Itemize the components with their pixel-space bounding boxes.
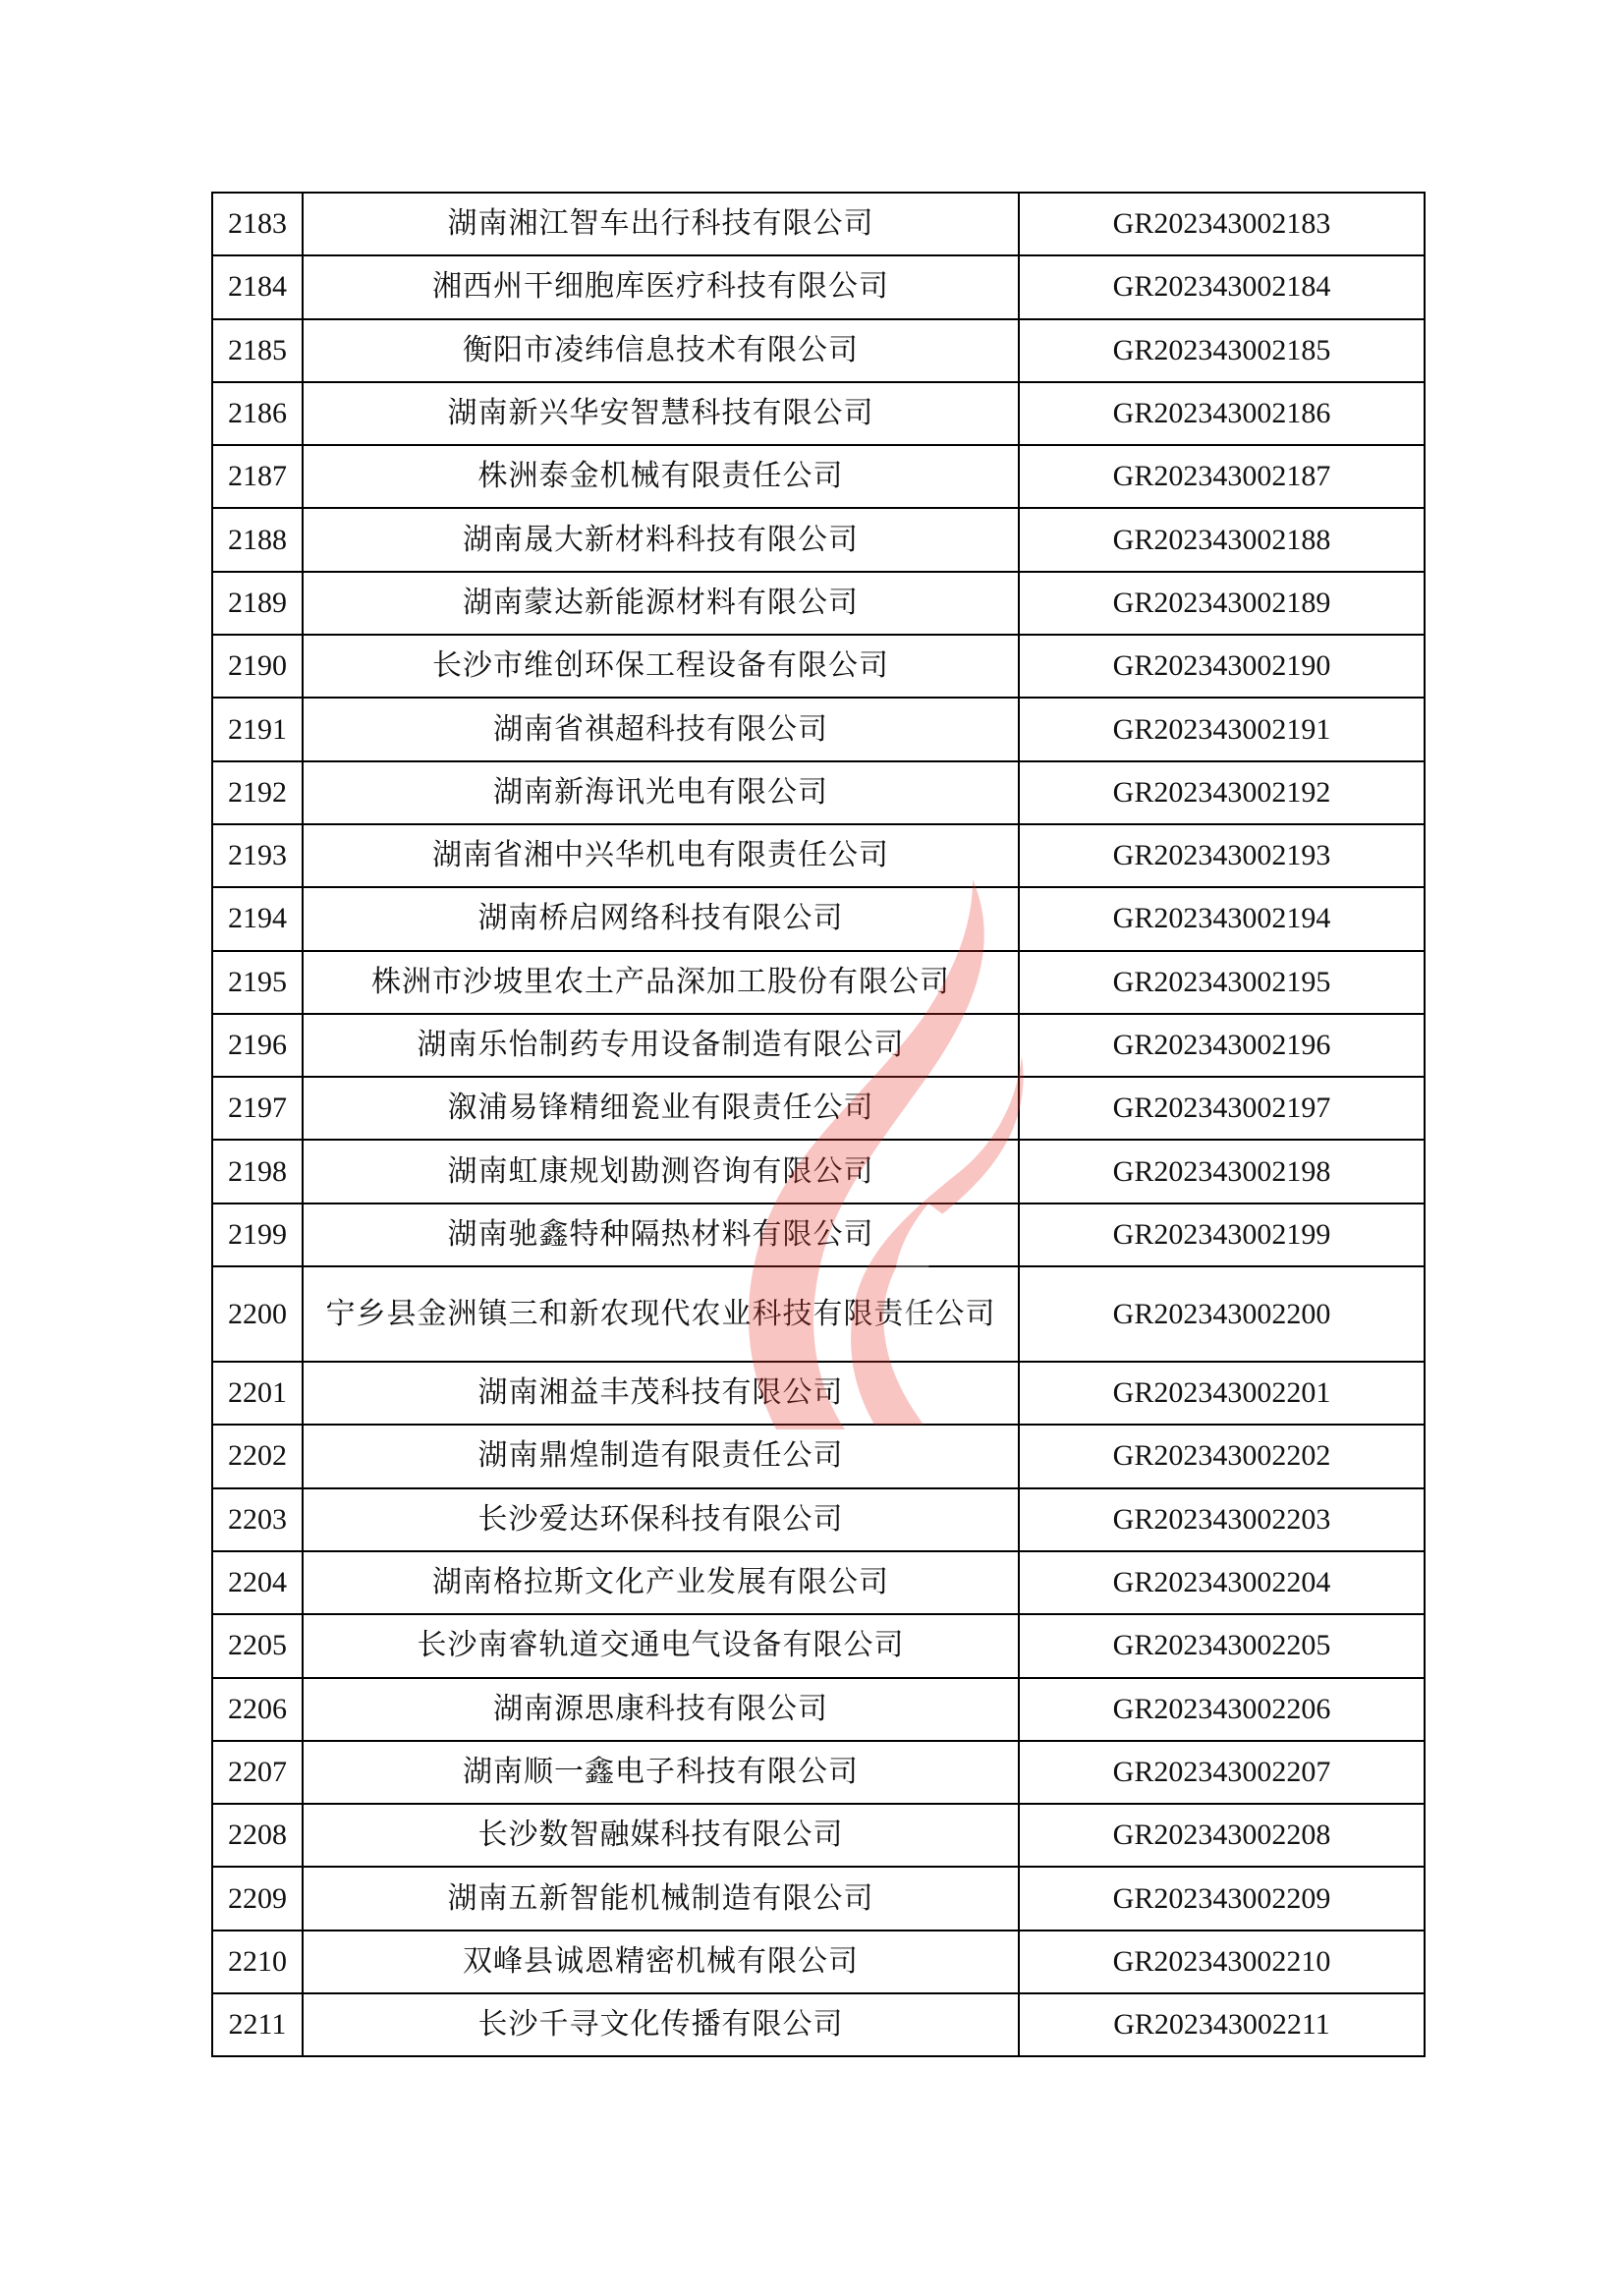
row-number: 2188: [212, 508, 303, 571]
certificate-code: GR202343002196: [1019, 1014, 1425, 1077]
certificate-code: GR202343002190: [1019, 635, 1425, 698]
company-name: 长沙数智融媒科技有限公司: [303, 1804, 1019, 1867]
table-row: [212, 1867, 1425, 1930]
table-row: [212, 1993, 1425, 2056]
row-number: 2207: [212, 1741, 303, 1804]
certificate-code: GR202343002195: [1019, 951, 1425, 1014]
company-name: 湖南晟大新材料科技有限公司: [303, 508, 1019, 571]
certificate-code: GR202343002202: [1019, 1425, 1425, 1487]
certificate-code: GR202343002207: [1019, 1741, 1425, 1804]
row-number: 2189: [212, 572, 303, 635]
table-row: [212, 1931, 1425, 1993]
row-number: 2200: [212, 1266, 303, 1362]
enterprise-table: [211, 192, 1426, 2057]
company-name: 湖南湘江智车出行科技有限公司: [303, 193, 1019, 255]
row-number: 2205: [212, 1614, 303, 1677]
company-name: 湖南虹康规划勘测咨询有限公司: [303, 1140, 1019, 1203]
row-number: 2191: [212, 698, 303, 760]
certificate-code: GR202343002193: [1019, 824, 1425, 887]
company-name: 宁乡县金洲镇三和新农现代农业科技有限责任公司: [303, 1266, 1019, 1362]
certificate-code: GR202343002197: [1019, 1077, 1425, 1140]
company-name: 湖南湘益丰茂科技有限公司: [303, 1362, 1019, 1425]
company-name: 湖南省湘中兴华机电有限责任公司: [303, 824, 1019, 887]
table-row: [212, 382, 1425, 445]
enterprise-table-body: [212, 193, 1425, 2056]
row-number: 2199: [212, 1203, 303, 1266]
table-row: [212, 1614, 1425, 1677]
table-row: [212, 1425, 1425, 1487]
table-row: [212, 951, 1425, 1014]
certificate-code: GR202343002205: [1019, 1614, 1425, 1677]
row-number: 2197: [212, 1077, 303, 1140]
certificate-code: GR202343002201: [1019, 1362, 1425, 1425]
table-row: [212, 887, 1425, 950]
row-number: 2196: [212, 1014, 303, 1077]
certificate-code: GR202343002203: [1019, 1488, 1425, 1551]
table-row: [212, 1014, 1425, 1077]
row-number: 2192: [212, 761, 303, 824]
company-name: 湖南新海讯光电有限公司: [303, 761, 1019, 824]
certificate-code: GR202343002208: [1019, 1804, 1425, 1867]
company-name: 湖南新兴华安智慧科技有限公司: [303, 382, 1019, 445]
row-number: 2202: [212, 1425, 303, 1487]
company-name: 长沙千寻文化传播有限公司: [303, 1993, 1019, 2056]
row-number: 2194: [212, 887, 303, 950]
company-name: 溆浦易锋精细瓷业有限责任公司: [303, 1077, 1019, 1140]
table-row: [212, 255, 1425, 318]
company-name: 湖南桥启网络科技有限公司: [303, 887, 1019, 950]
certificate-code: GR202343002209: [1019, 1867, 1425, 1930]
table-row: [212, 635, 1425, 698]
table-row: [212, 761, 1425, 824]
company-name: 湖南顺一鑫电子科技有限公司: [303, 1741, 1019, 1804]
table-row: [212, 508, 1425, 571]
row-number: 2198: [212, 1140, 303, 1203]
certificate-code: GR202343002186: [1019, 382, 1425, 445]
company-name: 湖南乐怡制药专用设备制造有限公司: [303, 1014, 1019, 1077]
table-row: [212, 1488, 1425, 1551]
certificate-code: GR202343002206: [1019, 1678, 1425, 1741]
certificate-code: GR202343002211: [1019, 1993, 1425, 2056]
table-row: [212, 1741, 1425, 1804]
company-name: 湖南鼎煌制造有限责任公司: [303, 1425, 1019, 1487]
table-row: [212, 1804, 1425, 1867]
company-name: 湖南源思康科技有限公司: [303, 1678, 1019, 1741]
certificate-code: GR202343002199: [1019, 1203, 1425, 1266]
certificate-code: GR202343002187: [1019, 445, 1425, 508]
row-number: 2201: [212, 1362, 303, 1425]
company-name: 衡阳市凌纬信息技术有限公司: [303, 319, 1019, 382]
company-name: 长沙南睿轨道交通电气设备有限公司: [303, 1614, 1019, 1677]
row-number: 2184: [212, 255, 303, 318]
table-row: [212, 1266, 1425, 1362]
row-number: 2190: [212, 635, 303, 698]
table-row: [212, 1203, 1425, 1266]
company-name: 株洲泰金机械有限责任公司: [303, 445, 1019, 508]
table-row: [212, 1551, 1425, 1614]
table-row: [212, 445, 1425, 508]
certificate-code: GR202343002191: [1019, 698, 1425, 760]
table-row: [212, 1362, 1425, 1425]
table-row: [212, 193, 1425, 255]
table-row: [212, 1140, 1425, 1203]
row-number: 2210: [212, 1931, 303, 1993]
row-number: 2183: [212, 193, 303, 255]
company-name: 湖南省祺超科技有限公司: [303, 698, 1019, 760]
certificate-code: GR202343002194: [1019, 887, 1425, 950]
row-number: 2204: [212, 1551, 303, 1614]
company-name: 湘西州干细胞库医疗科技有限公司: [303, 255, 1019, 318]
row-number: 2193: [212, 824, 303, 887]
table-row: [212, 319, 1425, 382]
table-row: [212, 698, 1425, 760]
table-row: [212, 1077, 1425, 1140]
company-name: 双峰县诚恩精密机械有限公司: [303, 1931, 1019, 1993]
row-number: 2211: [212, 1993, 303, 2056]
row-number: 2208: [212, 1804, 303, 1867]
row-number: 2187: [212, 445, 303, 508]
table-row: [212, 572, 1425, 635]
row-number: 2206: [212, 1678, 303, 1741]
company-name: 湖南蒙达新能源材料有限公司: [303, 572, 1019, 635]
certificate-code: GR202343002200: [1019, 1266, 1425, 1362]
row-number: 2203: [212, 1488, 303, 1551]
row-number: 2186: [212, 382, 303, 445]
certificate-code: GR202343002198: [1019, 1140, 1425, 1203]
company-name: 湖南格拉斯文化产业发展有限公司: [303, 1551, 1019, 1614]
company-name: 长沙爱达环保科技有限公司: [303, 1488, 1019, 1551]
certificate-code: GR202343002210: [1019, 1931, 1425, 1993]
table-row: [212, 1678, 1425, 1741]
row-number: 2195: [212, 951, 303, 1014]
certificate-code: GR202343002189: [1019, 572, 1425, 635]
certificate-code: GR202343002183: [1019, 193, 1425, 255]
company-name: 湖南五新智能机械制造有限公司: [303, 1867, 1019, 1930]
table-row: [212, 824, 1425, 887]
company-name: 长沙市维创环保工程设备有限公司: [303, 635, 1019, 698]
certificate-code: GR202343002204: [1019, 1551, 1425, 1614]
certificate-code: GR202343002192: [1019, 761, 1425, 824]
certificate-code: GR202343002188: [1019, 508, 1425, 571]
certificate-code: GR202343002185: [1019, 319, 1425, 382]
row-number: 2209: [212, 1867, 303, 1930]
row-number: 2185: [212, 319, 303, 382]
company-name: 株洲市沙坡里农土产品深加工股份有限公司: [303, 951, 1019, 1014]
company-name: 湖南驰鑫特种隔热材料有限公司: [303, 1203, 1019, 1266]
certificate-code: GR202343002184: [1019, 255, 1425, 318]
